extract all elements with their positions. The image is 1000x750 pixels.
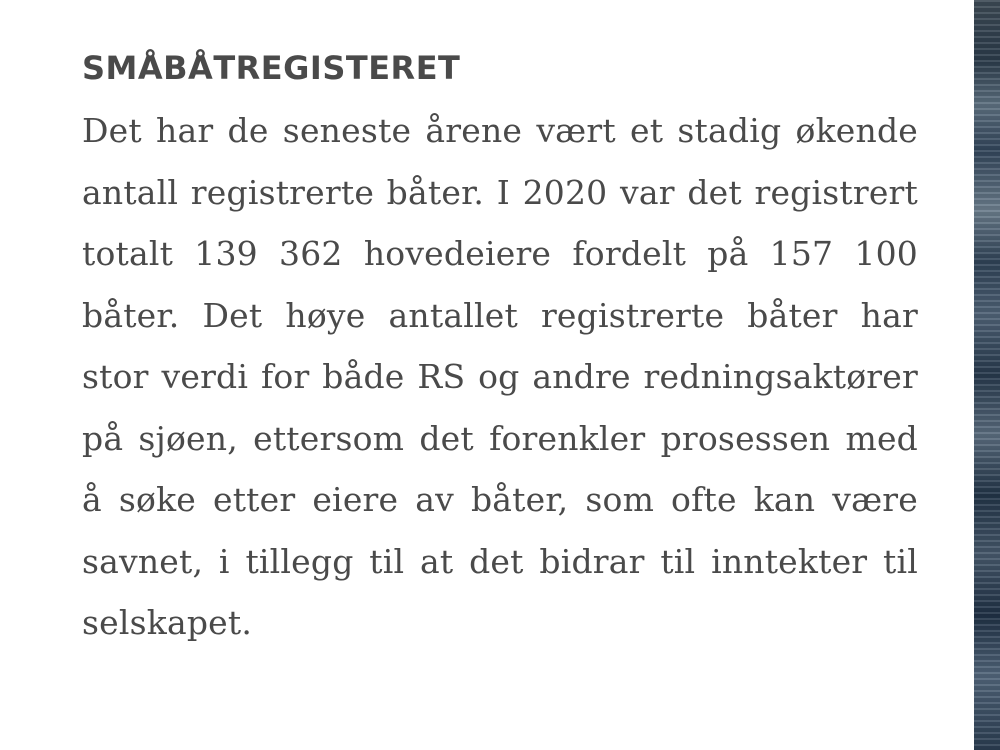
background-photo-edge	[974, 0, 1000, 750]
section-heading: SMÅBÅTREGISTERET	[82, 49, 461, 87]
section-body-paragraph: Det har de seneste årene vært et stadig økende antall registrerte båter. I 2020 var det registrert totalt 139 362 hovedeiere fordelt på 157 100 båter. Det høye antallet registrerte båter har stor verdi for både RS og andre redningsaktører på sjøen, ettersom det forenkler prosessen med å søke etter eiere av båter, som ofte kan være savnet, i tillegg til at det bidrar til inntekter til selskapet.	[82, 111, 918, 642]
article-section	[82, 42, 918, 654]
